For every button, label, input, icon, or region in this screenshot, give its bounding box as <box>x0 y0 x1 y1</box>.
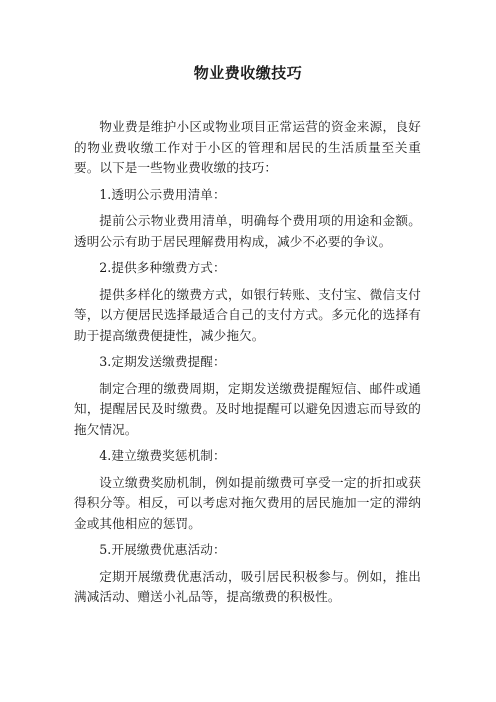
section-heading-2: 2.提供多种缴费方式： <box>99 260 226 275</box>
section-body-5: 定期开展缴费优惠活动，吸引居民积极参与。例如，推出满减活动、赠送小礼品等，提高缴费的积极性。 <box>74 568 421 604</box>
intro-paragraph: 物业费是维护小区或物业项目正常运营的资金来源，良好的物业费收缴工作对于小区的管理和居民的生活质量至关重要。以下是一些物业费收缴的技巧： <box>74 119 421 175</box>
section-heading-3: 3.定期发送缴费提醒： <box>99 354 226 369</box>
document-title: 物业费收缴技巧 <box>193 64 303 82</box>
section-heading-4: 4.建立缴费奖惩机制： <box>99 448 226 463</box>
section-heading-1: 1.透明公示费用清单： <box>99 186 226 202</box>
document-body <box>74 117 421 614</box>
section-body-2: 提供多样化的缴费方式，如银行转账、支付宝、微信支付等，以方便居民选择最适合自己的支付方式。多元化的选择有助于提高缴费便捷性，减少拖欠。 <box>74 286 421 343</box>
section-body-3: 制定合理的缴费周期，定期发送缴费提醒短信、邮件或通知，提醒居民及时缴费。及时地提醒可以避免因遗忘而导致的拖欠情况。 <box>74 380 421 437</box>
section-body-1: 提前公示物业费用清单，明确每个费用项的用途和金额。透明公示有助于居民理解费用构成，减少不必要的争议。 <box>74 213 421 249</box>
section-body-4: 设立缴费奖励机制，例如提前缴费可享受一定的折扣或获得积分等。相反，可以考虑对拖欠费用的居民施加一定的滞纳金或其他相应的惩罚。 <box>74 474 421 531</box>
section-heading-5: 5.开展缴费优惠活动： <box>99 542 226 557</box>
